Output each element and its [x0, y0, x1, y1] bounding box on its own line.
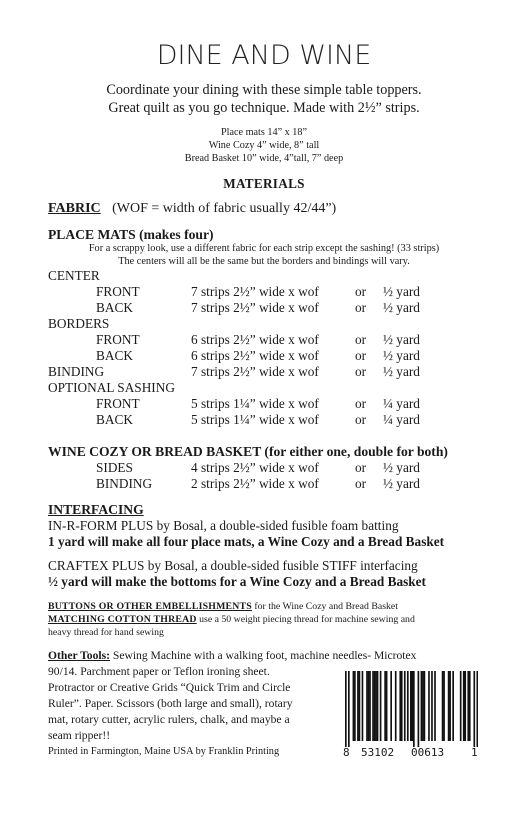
intro-line-1: Coordinate your dining with these simple table toppers. — [106, 82, 422, 98]
row-alt: ½ yard — [383, 300, 420, 315]
barcode-bar — [473, 671, 475, 747]
barcode-bar — [469, 671, 471, 741]
barcode-bar — [348, 671, 350, 747]
tools-line-3: Protractor or Creative Grids “Quick Trim and Circle — [48, 681, 291, 694]
borders-label: BORDERS — [48, 316, 110, 331]
barcode — [345, 671, 478, 759]
interfacing-line-4: ½ yard will make the bottoms for a Wine Cozy and a Bread Basket — [48, 574, 426, 589]
barcode-bar — [434, 671, 436, 741]
barcode-bar — [476, 671, 478, 747]
barcode-bar — [464, 671, 466, 741]
barcode-bar — [359, 671, 361, 741]
barcode-bar — [412, 671, 414, 741]
row-amount: 4 strips 2½” wide x wof — [191, 460, 319, 475]
buttons-line — [48, 601, 398, 612]
sashing-label: OPTIONAL SASHING — [48, 380, 175, 395]
barcode-bar — [428, 671, 430, 741]
row-amount: 2 strips 2½” wide x wof — [191, 476, 319, 491]
barcode-bar — [442, 671, 444, 741]
barcode-bar — [410, 671, 412, 741]
row-alt: ½ yard — [383, 332, 420, 347]
tools-text: Sewing Machine with a walking foot, machine needles- Microtex — [109, 649, 417, 662]
material-row — [0, 348, 528, 364]
barcode-bar — [395, 671, 397, 741]
tools-line-2: 90/14. Parchment paper or Teflon ironing sheet. — [48, 665, 270, 678]
barcode-bar — [401, 671, 403, 741]
barcode-bar — [372, 671, 374, 741]
row-or: or — [355, 364, 367, 379]
tools-line-6: seam ripper!! — [48, 729, 111, 742]
row-amount: 7 strips 2½” wide x wof — [191, 284, 319, 299]
barcode-bar — [368, 671, 370, 741]
barcode-bar — [362, 671, 364, 741]
barcode-bar — [424, 671, 426, 741]
row-amount: 7 strips 2½” wide x wof — [191, 364, 319, 379]
row-amount: 6 strips 2½” wide x wof — [191, 348, 319, 363]
barcode-bar — [366, 671, 368, 741]
barcode-trail-digit: 1 — [471, 746, 478, 759]
row-label: BINDING — [96, 476, 153, 491]
barcode-bar — [463, 671, 465, 741]
tools-line-4: Ruler”. Paper. Scissors (both large and small), rotary — [48, 697, 293, 710]
row-or: or — [355, 348, 367, 363]
barcode-bar — [345, 671, 347, 747]
dimension-bread-basket: Bread Basket 10” wide, 4”tall, 7” deep — [184, 153, 344, 164]
row-label: SIDES — [96, 460, 133, 475]
row-label: BINDING — [48, 364, 105, 379]
barcode-bar — [384, 671, 386, 741]
barcode-bar — [404, 671, 406, 741]
barcode-bar — [386, 671, 388, 741]
barcode-bar — [380, 671, 382, 741]
barcode-bar — [421, 671, 423, 741]
barcode-lead-digit: 8 — [343, 746, 350, 759]
material-row — [0, 476, 528, 492]
row-label: FRONT — [96, 332, 140, 347]
row-alt: ½ yard — [383, 284, 420, 299]
page-title: DINE AND WINE — [156, 40, 372, 71]
barcode-bar — [375, 671, 377, 741]
fabric-label: FABRIC — [48, 201, 101, 216]
row-label: BACK — [96, 300, 133, 315]
row-label: FRONT — [96, 284, 140, 299]
row-or: or — [355, 412, 367, 427]
tools-line-1 — [48, 649, 416, 662]
row-or: or — [355, 476, 367, 491]
place-mats-note-2: The centers will all be the same but the borders and bindings will vary. — [118, 256, 410, 267]
interfacing-line-2: 1 yard will make all four place mats, a Wine Cozy and a Bread Basket — [48, 534, 445, 549]
material-row — [0, 332, 528, 348]
barcode-bar — [460, 671, 462, 741]
tools-label: Other Tools: — [48, 649, 110, 662]
row-alt: ½ yard — [383, 364, 420, 379]
barcode-left-digits: 53102 — [361, 746, 395, 759]
row-alt: ¼ yard — [383, 396, 420, 411]
dimension-place-mats: Place mats 14” x 18” — [220, 127, 307, 138]
barcode-bar — [449, 671, 451, 741]
row-or: or — [355, 284, 367, 299]
barcode-bar — [354, 671, 356, 741]
thread-label: MATCHING COTTON THREAD — [48, 614, 197, 625]
interfacing-heading: INTERFACING — [48, 502, 144, 517]
place-mats-note-1: For a scrappy look, use a different fabric for each strip except the sashing! (33 strips) — [88, 243, 440, 254]
material-row — [0, 364, 528, 380]
row-alt: ½ yard — [383, 348, 420, 363]
material-row — [0, 396, 528, 412]
row-alt: ½ yard — [383, 476, 420, 491]
barcode-bar — [448, 671, 450, 741]
barcode-bar — [418, 671, 420, 747]
thread-line — [48, 614, 415, 625]
barcode-right-digits: 00613 — [411, 746, 445, 759]
material-row — [0, 412, 528, 428]
barcode-bar — [467, 671, 469, 741]
intro-line-2: Great quilt as you go technique. Made with 2½” strips. — [108, 100, 420, 116]
material-row — [0, 300, 528, 316]
row-or: or — [355, 460, 367, 475]
row-label: FRONT — [96, 396, 140, 411]
row-label: BACK — [96, 348, 133, 363]
center-label: CENTER — [48, 268, 100, 283]
row-alt: ¼ yard — [383, 412, 420, 427]
row-or: or — [355, 300, 367, 315]
barcode-bar — [369, 671, 371, 741]
dimension-wine-cozy: Wine Cozy 4” wide, 8” tall — [208, 140, 320, 151]
fabric-note: (WOF = width of fabric usually 42/44”) — [112, 201, 337, 216]
barcode-bar — [357, 671, 359, 741]
fabric-heading — [48, 201, 336, 217]
barcode-bar — [452, 671, 454, 741]
printed-credit: Printed in Farmington, Maine USA by Franklin Printing — [48, 746, 280, 757]
barcode-bar — [413, 671, 415, 747]
row-amount: 6 strips 2½” wide x wof — [191, 332, 319, 347]
barcode-bar — [407, 671, 409, 741]
barcode-bar — [431, 671, 433, 741]
thread-line-2: heavy thread for hand sewing — [48, 627, 164, 638]
material-row — [0, 284, 528, 300]
place-mats-heading: PLACE MATS (makes four) — [48, 227, 214, 242]
row-amount: 5 strips 1¼” wide x wof — [191, 396, 319, 411]
interfacing-line-1: IN-R-FORM PLUS by Bosal, a double-sided fusible foam batting — [48, 518, 399, 533]
barcode-bar — [422, 671, 424, 741]
row-or: or — [355, 396, 367, 411]
buttons-label: BUTTONS OR OTHER EMBELLISHMENTS — [48, 601, 252, 612]
barcode-bars — [345, 671, 478, 747]
barcode-bar — [374, 671, 376, 741]
barcode-bar — [390, 671, 392, 741]
row-amount: 7 strips 2½” wide x wof — [191, 300, 319, 315]
materials-heading: MATERIALS — [223, 176, 305, 191]
wine-cozy-heading: WINE COZY OR BREAD BASKET (for either one, double for both) — [48, 444, 448, 459]
barcode-bar — [443, 671, 445, 741]
tools-line-5: mat, rotary cutter, acrylic rulers, chalk, and maybe a — [48, 713, 290, 726]
barcode-bar — [399, 671, 401, 741]
barcode-bar — [377, 671, 379, 741]
buttons-text: for the Wine Cozy and Bread Basket — [251, 601, 398, 612]
interfacing-line-3: CRAFTEX PLUS by Bosal, a double-sided fusible STIFF interfacing — [48, 558, 418, 573]
material-row — [0, 460, 528, 476]
row-alt: ½ yard — [383, 460, 420, 475]
barcode-bar — [353, 671, 355, 741]
row-label: BACK — [96, 412, 133, 427]
row-amount: 5 strips 1¼” wide x wof — [191, 412, 319, 427]
row-or: or — [355, 332, 367, 347]
thread-text: use a 50 weight piecing thread for machine sewing and — [196, 614, 415, 625]
